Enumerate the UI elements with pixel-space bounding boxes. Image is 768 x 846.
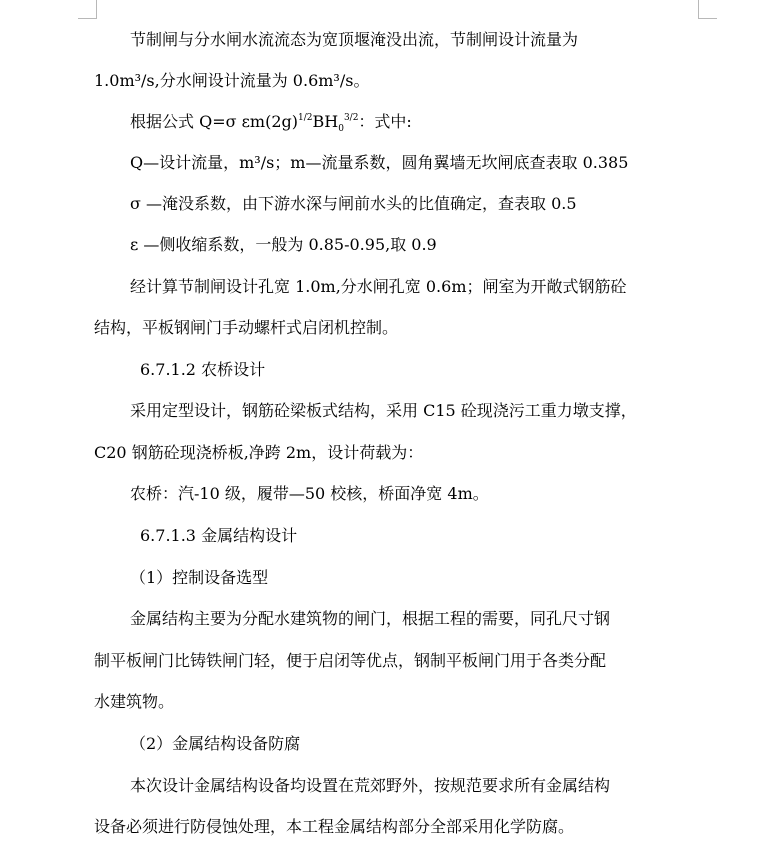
margin-corner-mark-left <box>78 0 97 19</box>
formula-suffix: ：式中: <box>358 112 412 131</box>
formula-subscript: 0 <box>338 124 344 135</box>
section-heading-6-7-1-2: 6.7.1.2 农桥设计 <box>140 360 266 379</box>
formula-exponent-1: 1/2 <box>298 113 313 123</box>
formula-mid: BH <box>312 112 339 131</box>
paragraph-line-2: 1.0m³/s,分水闸设计流量为 0.6m³/s。 <box>94 71 370 90</box>
formula-line <box>0 111 768 140</box>
paragraph-line-9: 制平板闸门比铸铁闸门轻，便于启闭等优点，钢制平板闸门用于各类分配 <box>94 651 607 670</box>
paragraph-line-4: 结构，平板钢闸门手动螺杆式启闭机控制。 <box>94 318 399 337</box>
margin-corner-mark-right <box>698 0 717 19</box>
definition-epsilon: ε —侧收缩系数，一般为 0.85-0.95,取 0.9 <box>130 235 437 254</box>
paragraph-line-7: 农桥：汽-10 级，履带—50 校核，桥面净宽 4m。 <box>130 484 489 503</box>
subsection-heading-1: （1）控制设备选型 <box>130 568 269 587</box>
formula-exponent-2: 3/2 <box>343 113 359 123</box>
formula-prefix: 根据公式 Q=σ εm(2g) <box>130 112 298 131</box>
paragraph-line-1: 节制闸与分水闸水流流态为宽顶堰淹没出流，节制闸设计流量为 <box>130 30 579 49</box>
paragraph-line-10: 水建筑物。 <box>94 692 175 711</box>
paragraph-line-5: 采用定型设计，钢筋砼梁板式结构，采用 C15 砼现浇污工重力墩支撑， <box>130 401 637 420</box>
section-heading-6-7-1-3: 6.7.1.3 金属结构设计 <box>140 526 298 545</box>
paragraph-line-8: 金属结构主要为分配水建筑物的闸门，根据工程的需要，同孔尺寸钢 <box>130 609 611 628</box>
paragraph-line-11: 本次设计金属结构设备均设置在荒郊野外，按规范要求所有金属结构 <box>130 776 611 795</box>
definition-q: Q—设计流量，m³/s；m—流量系数，圆角翼墙无坎闸底查表取 0.385 <box>130 153 629 172</box>
paragraph-line-3: 经计算节制闸设计孔宽 1.0m,分水闸孔宽 0.6m；闸室为开敞式钢筋砼 <box>130 277 627 296</box>
definition-sigma: σ —淹没系数，由下游水深与闸前水头的比值确定，查表取 0.5 <box>130 194 577 213</box>
paragraph-line-12: 设备必须进行防侵蚀处理，本工程金属结构部分全部采用化学防腐。 <box>94 817 575 836</box>
paragraph-line-6: C20 钢筋砼现浇桥板,净跨 2m，设计荷载为： <box>94 443 424 462</box>
subsection-heading-2: （2）金属结构设备防腐 <box>130 734 301 753</box>
